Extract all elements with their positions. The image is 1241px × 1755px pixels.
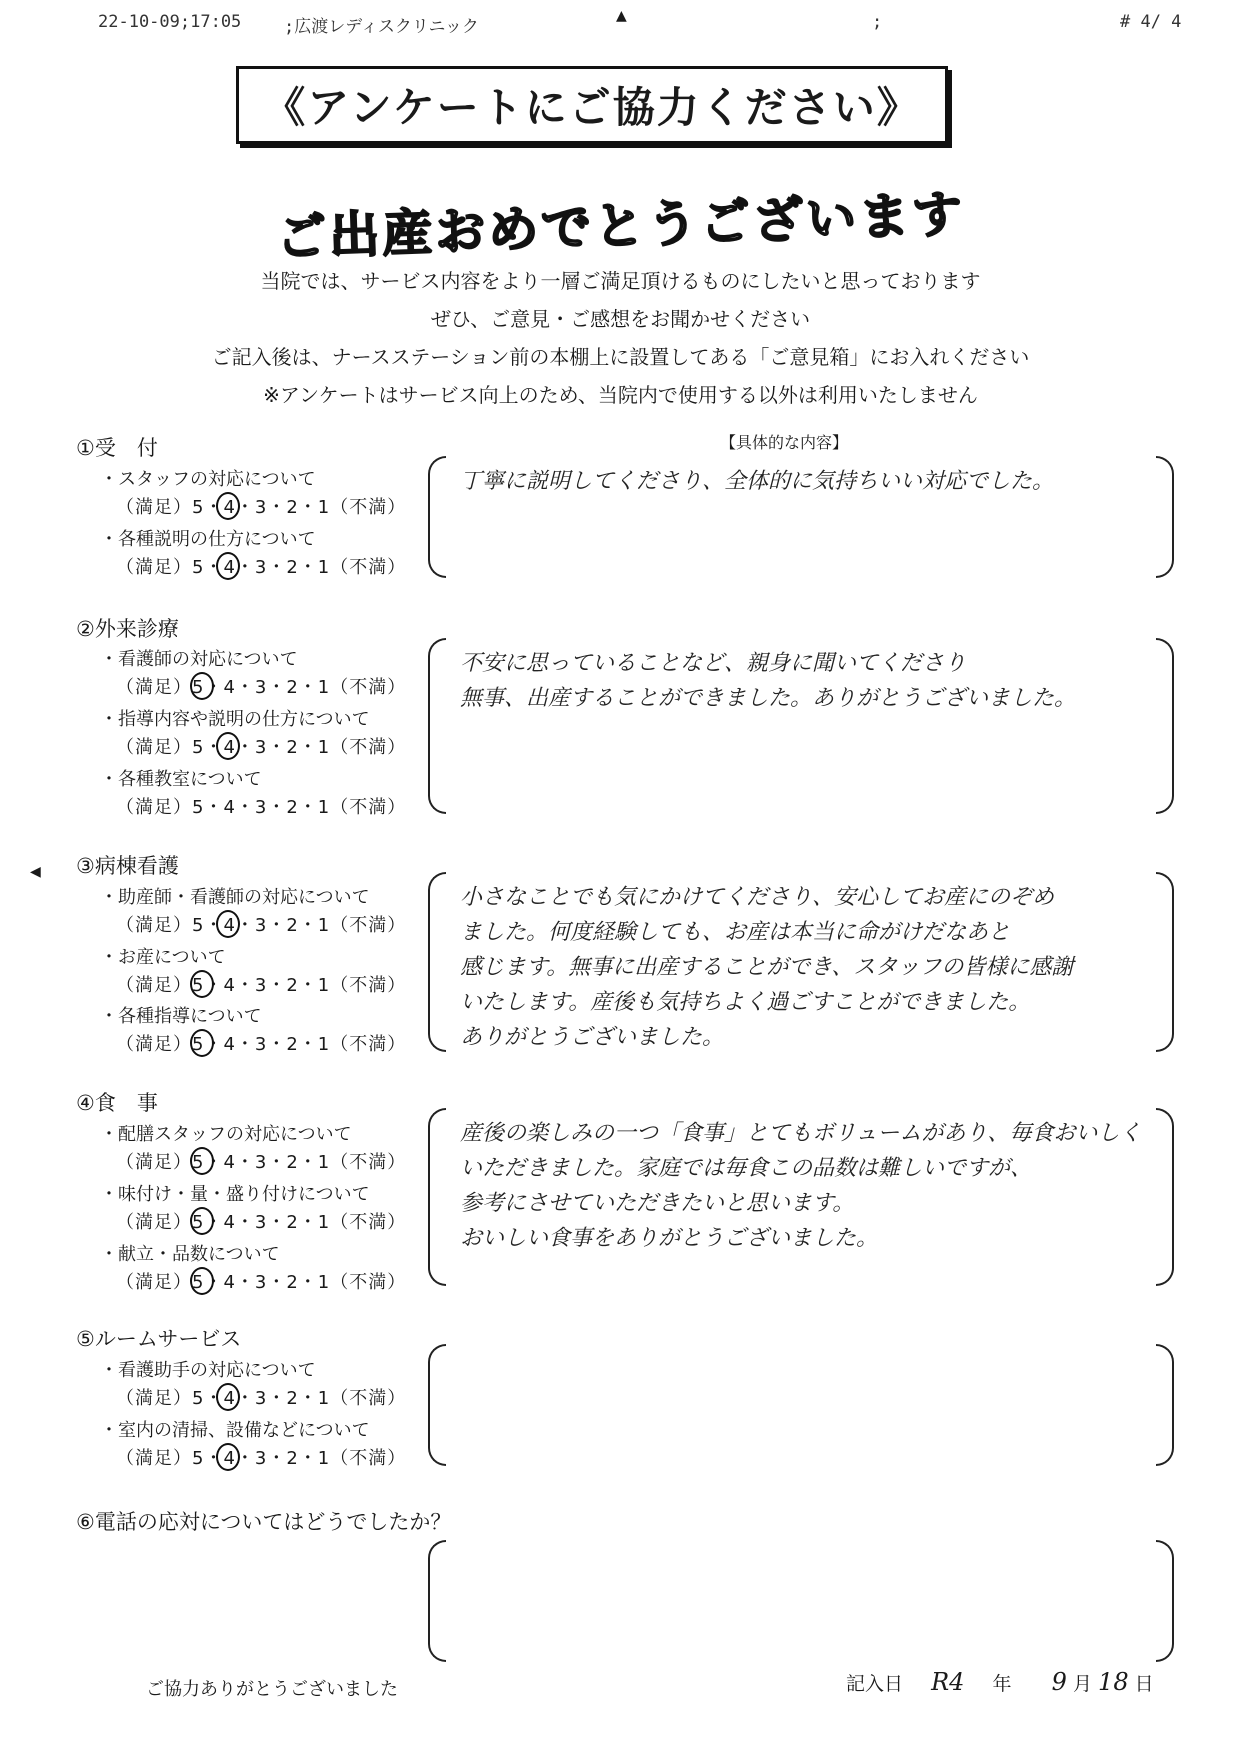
survey-title: 《アンケートにご協力ください》 [263,83,921,132]
rating-circle [216,732,240,760]
handwritten-comment: 小さなことでも気にかけてくださり、安心してお産にのぞめ ました。何度経験しても、お産は本当に命がけだなあと 感じます。無事に出産することができ、スタッフの皆様に感謝 いたします。産後も気持ちよく過ごすことができました。 ありがとうございました。 [460,885,1074,1050]
question-label: ・看護師の対応について [100,649,298,670]
fax-timestamp: 22-10-09;17:05 [98,12,242,32]
rating-scale: （満足）5・4・3・2・1（不満） [116,1152,407,1173]
comment-box [428,872,1174,1052]
entry-date [846,1668,1154,1696]
rating-circle [216,1443,240,1471]
entry-day-unit: 日 [1134,1673,1154,1695]
fax-side-marker-icon: ◀ [30,864,41,880]
rating-circle [190,672,214,700]
section-title-room-service: ⑤ルームサービス [76,1327,242,1351]
rating-scale: （満足）5・4・3・2・1（不満） [116,797,407,818]
question-label: ・室内の清掃、設備などについて [100,1420,370,1441]
rating-circle [190,1147,214,1175]
question-label: ・各種説明の仕方について [100,529,316,550]
rating-scale: （満足）5・4・3・2・1（不満） [116,1212,407,1233]
entry-era-year: R4 [931,1668,965,1696]
intro-line: ※アンケートはサービス向上のため、当院内で使用する以外は利用いたしません [263,383,978,407]
detail-heading: 【具体的な内容】 [720,433,849,452]
entry-date-label: 記入日 [846,1673,904,1695]
entry-year-unit: 年 [992,1673,1012,1695]
question-label: ・助産師・看護師の対応について [100,887,370,908]
intro-line: ぜひ、ご意見・ご感想をお聞かせください [430,307,811,331]
comment-box [428,456,1174,578]
handwritten-comment: 産後の楽しみの一つ「食事」とてもボリュームがあり、毎食おいしく いただきました。家庭では毎食この品数は難しいですが、 参考にさせていただきたいと思います。 おいしい食事をありがとうございました。 [460,1121,1142,1251]
comment-box [428,1540,1174,1662]
intro-line: 当院では、サービス内容をより一層ご満足頂けるものにしたいと思っております [260,269,981,293]
intro-line: ご記入後は、ナースステーション前の本棚上に設置してある「ご意見箱」にお入れください [211,345,1030,369]
rating-circle [216,910,240,938]
rating-scale: （満足）5・4・3・2・1（不満） [116,497,407,518]
rating-scale: （満足）5・4・3・2・1（不満） [116,975,407,996]
congratulations-heading: ご出産おめでとうございます [275,184,966,268]
rating-scale: （満足）5・4・3・2・1（不満） [116,915,407,936]
rating-scale: （満足）5・4・3・2・1（不満） [116,1034,407,1055]
rating-circle [216,1383,240,1411]
question-label: ・献立・品数について [100,1244,280,1265]
section-title-phone: ⑥電話の応対についてはどうでしたか？ [76,1510,452,1534]
question-label: ・各種指導について [100,1006,262,1027]
section-title-outpatient: ②外来診療 [76,617,179,641]
comment-box [428,1108,1174,1286]
section-title-reception: ①受 付 [76,436,158,460]
entry-month-unit: 月 [1072,1673,1092,1695]
survey-title-box [236,66,948,144]
rating-scale: （満足）5・4・3・2・1（不満） [116,1272,407,1293]
question-label: ・お産について [100,947,226,968]
intro-text [0,262,1241,414]
rating-scale: （満足）5・4・3・2・1（不満） [116,557,407,578]
question-label: ・看護助手の対応について [100,1360,316,1381]
comment-box [428,638,1174,814]
section-title-ward-nursing: ③病棟看護 [76,854,179,878]
rating-circle [190,970,214,998]
comment-box [428,1344,1174,1466]
handwritten-comment: 丁寧に説明してくださり、全体的に気持ちいい対応でした。 [460,469,1055,494]
question-label: ・指導内容や説明の仕方について [100,709,370,730]
rating-circle [190,1267,214,1295]
rating-circle [190,1207,214,1235]
rating-scale: （満足）5・4・3・2・1（不満） [116,1388,407,1409]
entry-month: 9 [1051,1668,1067,1696]
footer-thanks: ご協力ありがとうございました [146,1679,398,1700]
rating-scale: （満足）5・4・3・2・1（不満） [116,1448,407,1469]
rating-circle [216,492,240,520]
section-title-meals: ④食 事 [76,1091,158,1115]
fax-page-number: # 4/ 4 [1120,12,1182,32]
fax-sender: ;広渡レディスクリニック [284,17,479,37]
question-label: ・各種教室について [100,769,262,790]
rating-circle [216,552,240,580]
rating-scale: （満足）5・4・3・2・1（不満） [116,737,407,758]
entry-day: 18 [1098,1668,1129,1696]
handwritten-comment: 不安に思っていることなど、親身に聞いてくださり 無事、出産することができました。ありがとうございました。 [460,651,1077,711]
fax-separator: ; [872,12,883,32]
question-label: ・配膳スタッフの対応について [100,1124,352,1145]
rating-scale: （満足）5・4・3・2・1（不満） [116,677,407,698]
rating-circle [190,1029,214,1057]
fax-up-marker-icon: ▲ [616,8,627,24]
question-label: ・スタッフの対応について [100,469,316,490]
question-label: ・味付け・量・盛り付けについて [100,1184,370,1205]
